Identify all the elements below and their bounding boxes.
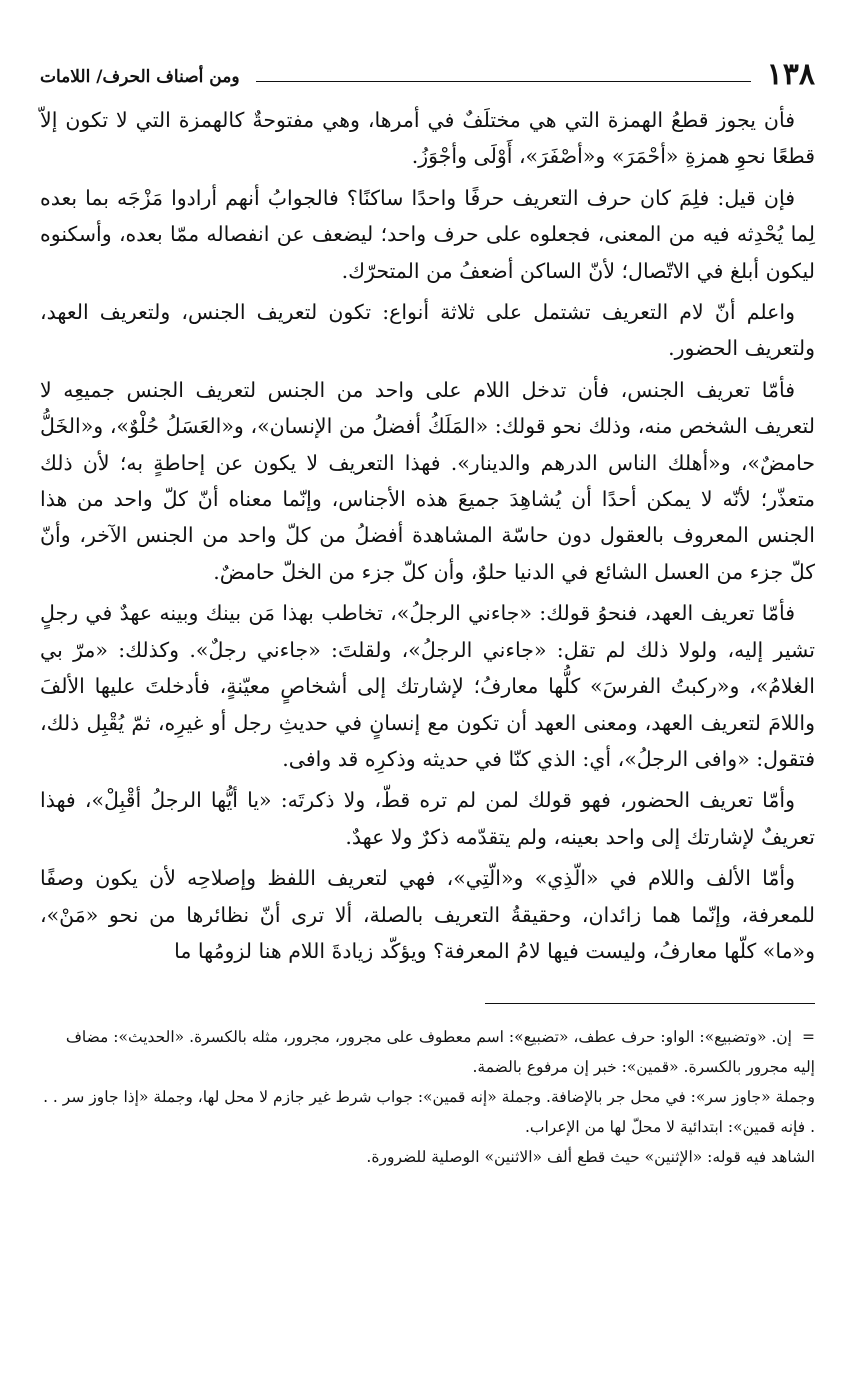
- footnote-text: إن. «وتضبيع»: الواو: حرف عطف، «تضبيع»: اسم معطوف على مجرور، مجرور، مثله بالكسرة. «الحديث»: مضاف إليه مجرور بالكسرة. «قمين»: خبر إن مرفوع بالضمة.: [65, 1028, 815, 1077]
- body-text: [40, 102, 815, 969]
- paragraph: فأمّا تعريف العهد، فنحوُ قولك: «جاءني الرجلُ»، تخاطب بهذا مَن بينك وبينه عهدٌ في رجلٍ تشير إليه، ولولا ذلك لم تقل: «جاءني الرجلُ»، ولقلتَ: «جاءني رجلٌ». وكذلك: «مرّ بي الغلامُ»، و«ركبتُ الفرسَ» كلُّها معارفُ؛ لإشارتك إلى أشخاصٍ معيّنةٍ، فأدخلتَ عليها الألفَ واللامَ لتعريف العهد، ومعنى العهد أن تكون مع إنسانٍ في حديثِ رجل أو غيرِه، ثمّ يُقْبِل ذلك، فتقول: «وافى الرجلُ»، أي: الذي كنّا في حديثه وذكرِه قد وافى.: [40, 601, 815, 771]
- paragraph: وأمّا الألف واللام في «الّذِي» و«الّتِي»، فهي لتعريف اللفظ وإصلاحِه لأن يكون وصفًا للمعرفة، وإنّما هما زائدان، وحقيقةُ التعريف بالصلة، ألا ترى أنّ نظائرها من نحو «مَنْ»، و«ما» كلّها معارفُ، وليست فيها لامُ المعرفة؟ ويؤكّد زيادةَ اللام هنا لزومُها ما: [40, 866, 815, 963]
- page-number: ١٣٨: [766, 57, 815, 92]
- footnote-rule: [485, 1003, 815, 1004]
- running-head: [40, 54, 815, 90]
- header-rule: [256, 81, 751, 82]
- paragraph: فأمّا تعريف الجنس، فأن تدخل اللام على واحد من الجنس لتعريف الجنس جميعِه لا لتعريف الشخص منه، وذلك نحو قولك: «المَلَكُ أفضلُ من الإنسان»، و«العَسَلُ حُلْوٌ»، و«الخَلُّ حامضٌ»، و«أهلك الناس الدرهم والدينار». فهذا التعريف لا يكون عن إحاطةٍ به؛ لأن ذلك متعذّر؛ لأنّه لا يمكن أحدًا أن يُشاهِدَ جميعَ هذه الأجناس، وإنّما معناه أنّ كلّ واحد من هذا الجنس المعروف بالعقول دون حاسّة المشاهدة أفضلُ من كلّ واحد من الجنس الآخر، وأنّ كلّ جزء من العسل الشائع في الدنيا حلوٌ، وأن كلّ جزء من الخلّ حامضٌ.: [40, 377, 815, 584]
- footnote-continuation-mark: =: [802, 1028, 815, 1047]
- footnote-line: الشاهد فيه قوله: «الإثنين» حيث قطع ألف «الاثنين» الوصلية للضرورة.: [366, 1148, 815, 1167]
- paragraph: فإن قيل: فلِمَ كان حرف التعريف حرفًا واحدًا ساكنًا؟ فالجوابُ أنهم أرادوا مَزْجَه بما بعده لِما يُحْدِثه فيه من المعنى، فجعلوه على حرف واحد؛ ليضعف عن انفصاله ممّا بعده، وأسكنوه ليكون أبلغ في الاتّصال؛ لأنّ الساكن أضعفُ من المتحرّك.: [40, 185, 815, 283]
- running-title: ومن أصناف الحرف/ اللامات: [40, 67, 240, 87]
- footnote-line: وجملة «جاوز سر»: في محل جر بالإضافة. وجملة «إنه قمين»: جواب شرط غير جازم لا محل لها، وجملة «إذا جاوز سر . . . فإنه قمين»: ابتدائية لا محلّ لها من الإعراب.: [43, 1088, 815, 1137]
- footnotes: [40, 1022, 815, 1172]
- footnote-line: [40, 1022, 815, 1082]
- paragraph: فأن يجوز قطعُ الهمزة التي هي مختلَفٌ في أمرها، وهي مفتوحةٌ كالهمزة التي لا تكون إلاّ قطعًا نحوِ همزةِ «أحْمَرَ» و«أصْفَرَ»، أَوْلَى وأجْوَزُ.: [40, 108, 815, 169]
- paragraph: واعلم أنّ لام التعريف تشتمل على ثلاثة أنواع: تكون لتعريف الجنس، ولتعريف العهد، ولتعريف الحضور.: [40, 300, 815, 361]
- paragraph: وأمّا تعريف الحضور، فهو قولك لمن لم تره قطّ، ولا ذكرتَه: «يا أيُّها الرجلُ أقْبِلْ»، فهذا تعريفٌ لإشارتك إلى واحد بعينه، ولم يتقدّمه ذكرٌ ولا عهدٌ.: [40, 788, 815, 849]
